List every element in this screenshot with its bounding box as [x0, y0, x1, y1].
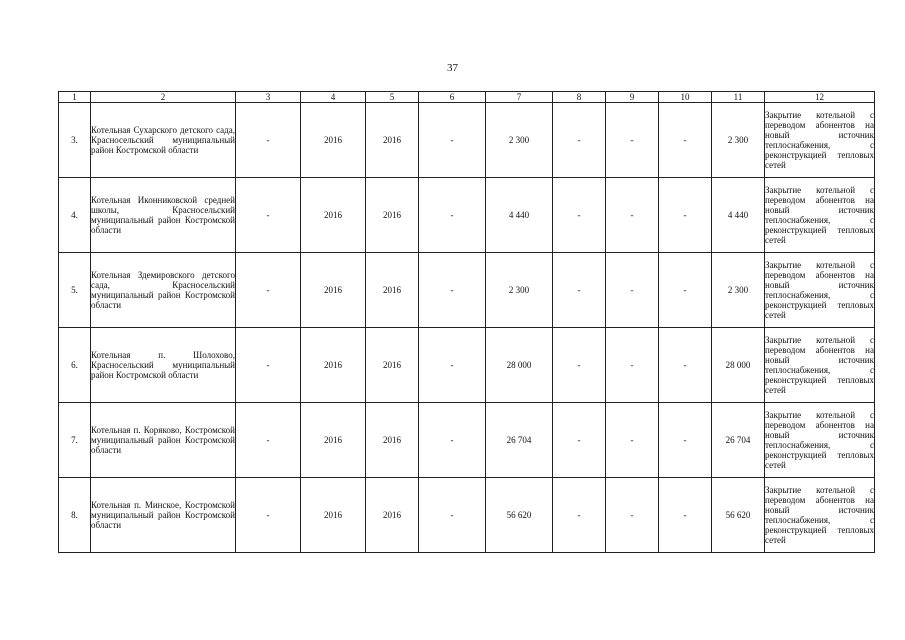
row-number: 8. [59, 478, 91, 553]
cell-col6: - [419, 253, 486, 328]
cell-col9: - [606, 178, 659, 253]
cell-col8: - [553, 328, 606, 403]
cell-col3: - [236, 178, 301, 253]
header-cell: 9 [606, 92, 659, 103]
header-cell: 3 [236, 92, 301, 103]
header-cell: 4 [301, 92, 366, 103]
cell-col3: - [236, 478, 301, 553]
cell-col7: 2 300 [486, 253, 553, 328]
cell-col10: - [659, 178, 712, 253]
cell-col3: - [236, 328, 301, 403]
table-row [59, 403, 875, 478]
cell-col7: 4 440 [486, 178, 553, 253]
cell-col10: - [659, 328, 712, 403]
cell-col10: - [659, 253, 712, 328]
table-row [59, 478, 875, 553]
cell-col9: - [606, 103, 659, 178]
cell-col11: 2 300 [712, 103, 765, 178]
row-number: 4. [59, 178, 91, 253]
row-number: 5. [59, 253, 91, 328]
measure-note: Закрытие котельной с переводом абонентов на новый источник теплоснабжения, с реконструкцией тепловых сетей [765, 328, 875, 403]
cell-col9: - [606, 478, 659, 553]
boiler-name: Котельная п. Шолохово, Красносельский муниципальный район Костромской области [91, 328, 236, 403]
cell-col4: 2016 [301, 328, 366, 403]
cell-col6: - [419, 178, 486, 253]
cell-col4: 2016 [301, 403, 366, 478]
cell-col4: 2016 [301, 253, 366, 328]
measure-note: Закрытие котельной с переводом абонентов на новый источник теплоснабжения, с реконструкцией тепловых сетей [765, 478, 875, 553]
cell-col6: - [419, 103, 486, 178]
cell-col8: - [553, 478, 606, 553]
cell-col5: 2016 [366, 403, 419, 478]
cell-col6: - [419, 478, 486, 553]
boiler-name: Котельная Иконниковской средней школы, Красносельский муниципальный район Костромской области [91, 178, 236, 253]
table-row [59, 103, 875, 178]
page-number: 37 [447, 62, 458, 74]
table-body [59, 92, 875, 553]
cell-col7: 2 300 [486, 103, 553, 178]
cell-col6: - [419, 403, 486, 478]
table-row [59, 328, 875, 403]
cell-col3: - [236, 403, 301, 478]
row-number: 6. [59, 328, 91, 403]
header-row [59, 92, 875, 103]
cell-col9: - [606, 403, 659, 478]
cell-col7: 56 620 [486, 478, 553, 553]
header-cell: 11 [712, 92, 765, 103]
cell-col4: 2016 [301, 103, 366, 178]
cell-col11: 56 620 [712, 478, 765, 553]
cell-col8: - [553, 253, 606, 328]
cell-col4: 2016 [301, 478, 366, 553]
cell-col5: 2016 [366, 478, 419, 553]
cell-col6: - [419, 328, 486, 403]
cell-col11: 26 704 [712, 403, 765, 478]
cell-col9: - [606, 253, 659, 328]
cell-col10: - [659, 478, 712, 553]
data-table [58, 91, 875, 553]
cell-col11: 4 440 [712, 178, 765, 253]
cell-col10: - [659, 103, 712, 178]
header-cell: 2 [91, 92, 236, 103]
cell-col5: 2016 [366, 103, 419, 178]
header-cell: 6 [419, 92, 486, 103]
measure-note: Закрытие котельной с переводом абонентов на новый источник теплоснабжения, с реконструкцией тепловых сетей [765, 253, 875, 328]
boiler-name: Котельная п. Коряково, Костромской муниципальный район Костромской области [91, 403, 236, 478]
header-cell: 5 [366, 92, 419, 103]
measure-note: Закрытие котельной с переводом абонентов на новый источник теплоснабжения, с реконструкцией тепловых сетей [765, 403, 875, 478]
cell-col5: 2016 [366, 178, 419, 253]
header-cell: 12 [765, 92, 875, 103]
measure-note: Закрытие котельной с переводом абонентов на новый источник теплоснабжения, с реконструкцией тепловых сетей [765, 178, 875, 253]
cell-col5: 2016 [366, 328, 419, 403]
cell-col3: - [236, 103, 301, 178]
cell-col5: 2016 [366, 253, 419, 328]
cell-col7: 28 000 [486, 328, 553, 403]
header-cell: 10 [659, 92, 712, 103]
boiler-name: Котельная Сухарского детского сада, Красносельский муниципальный район Костромской области [91, 103, 236, 178]
cell-col8: - [553, 403, 606, 478]
cell-col9: - [606, 328, 659, 403]
measure-note: Закрытие котельной с переводом абонентов на новый источник теплоснабжения, с реконструкцией тепловых сетей [765, 103, 875, 178]
row-number: 7. [59, 403, 91, 478]
cell-col8: - [553, 178, 606, 253]
cell-col8: - [553, 103, 606, 178]
header-cell: 1 [59, 92, 91, 103]
table-row [59, 253, 875, 328]
boiler-name: Котельная Здемировского детского сада, Красносельский муниципальный район Костромской области [91, 253, 236, 328]
header-cell: 8 [553, 92, 606, 103]
cell-col11: 28 000 [712, 328, 765, 403]
header-cell: 7 [486, 92, 553, 103]
cell-col4: 2016 [301, 178, 366, 253]
boiler-name: Котельная п. Минское, Костромской муниципальный район Костромской области [91, 478, 236, 553]
row-number: 3. [59, 103, 91, 178]
cell-col3: - [236, 253, 301, 328]
cell-col10: - [659, 403, 712, 478]
cell-col7: 26 704 [486, 403, 553, 478]
table-row [59, 178, 875, 253]
cell-col11: 2 300 [712, 253, 765, 328]
